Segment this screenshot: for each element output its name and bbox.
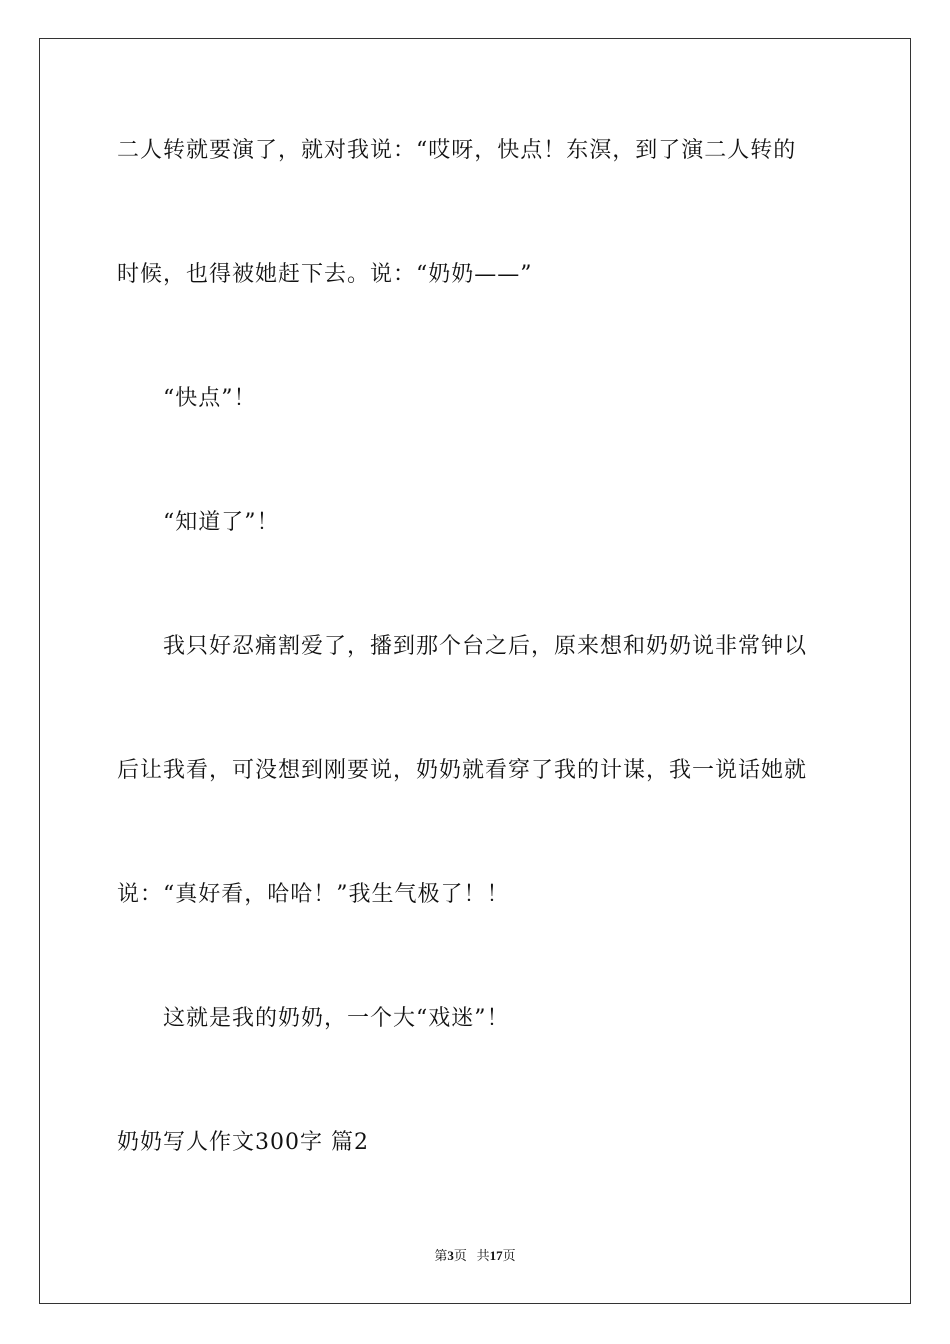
page-frame — [39, 38, 911, 1304]
footer-total-suffix: 页 — [502, 1248, 516, 1263]
paragraph-line-7: 说：“真好看，哈哈！”我生气极了！！ — [117, 882, 510, 907]
section-heading: 奶奶写人作文300字 篇2 — [117, 1130, 369, 1155]
footer-page-suffix: 页 — [453, 1248, 467, 1263]
paragraph-line-3: “快点”！ — [163, 386, 257, 411]
paragraph-line-4: “知道了”！ — [163, 510, 280, 535]
footer-page-prefix: 第 — [434, 1248, 448, 1263]
footer-page-current: 3 — [447, 1248, 454, 1263]
paragraph-line-2: 时候，也得被她赶下去。说：“奶奶——” — [117, 262, 533, 287]
page-footer — [0, 1248, 950, 1264]
paragraph-line-5: 我只好忍痛割爱了，播到那个台之后，原来想和奶奶说非常钟以 — [163, 634, 808, 659]
paragraph-line-8: 这就是我的奶奶，一个大“戏迷”！ — [163, 1006, 510, 1031]
footer-total-pages: 17 — [489, 1248, 503, 1263]
footer-total-prefix: 共 — [476, 1248, 490, 1263]
paragraph-line-1: 二人转就要演了，就对我说：“哎呀，快点！东溟，到了演二人转的 — [117, 138, 797, 163]
paragraph-line-6: 后让我看，可没想到刚要说，奶奶就看穿了我的计谋，我一说话她就 — [117, 758, 808, 783]
